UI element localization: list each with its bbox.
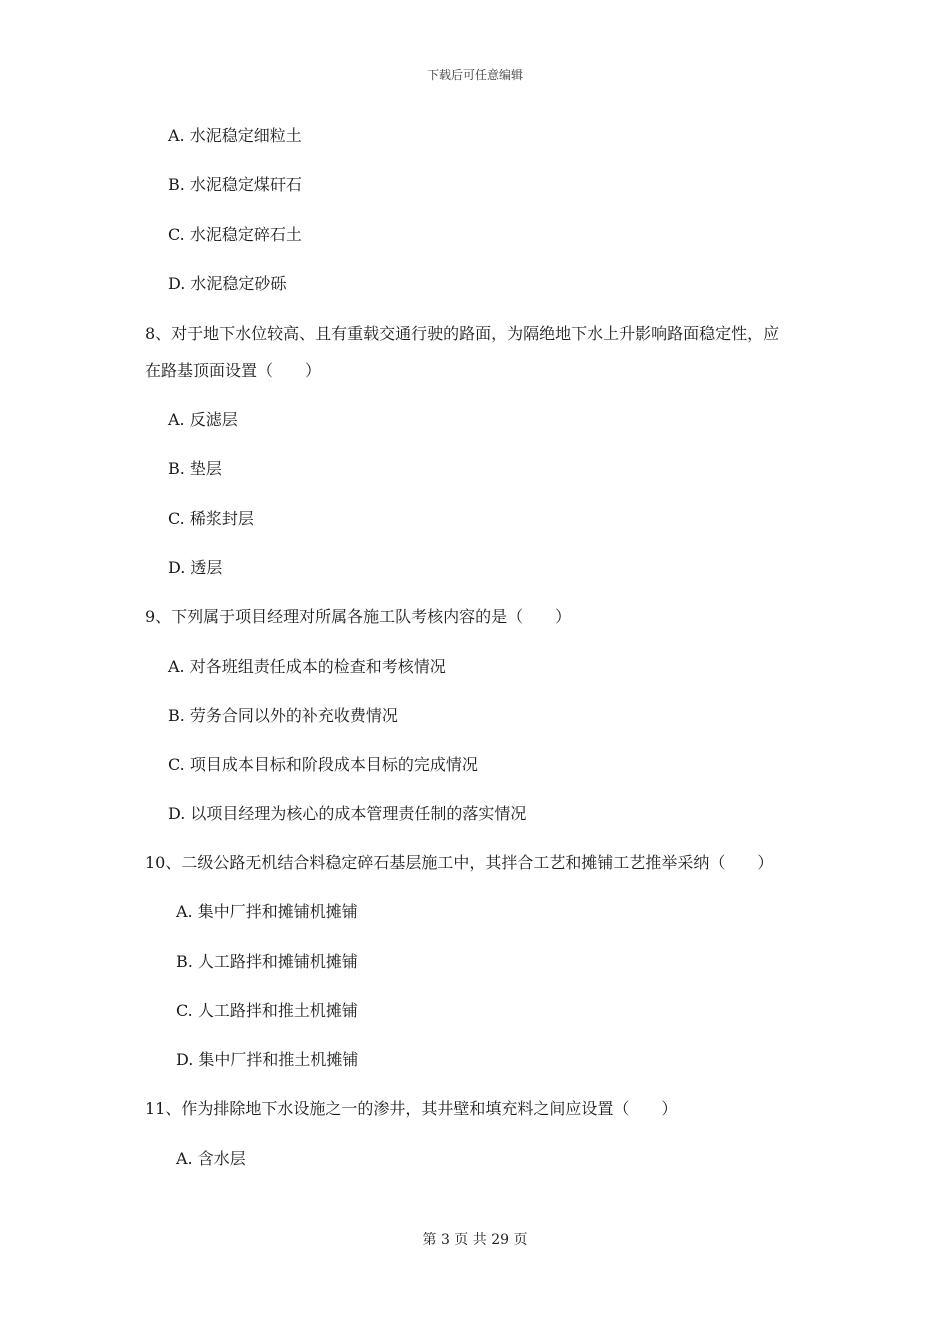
option-c-prev: C. 水泥稳定碎石土 (168, 225, 302, 244)
question-8-line-1: 8、对于地下水位较高、且有重载交通行驶的路面，为隔绝地下水上升影响路面稳定性，应 (145, 324, 780, 343)
question-10-option-c: C. 人工路拌和推土机摊铺 (176, 1001, 358, 1020)
question-9-option-d: D. 以项目经理为核心的成本管理责任制的落实情况 (168, 804, 527, 823)
option-a-prev: A. 水泥稳定细粒土 (168, 126, 302, 145)
question-10-option-b: B. 人工路拌和摊铺机摊铺 (176, 952, 358, 971)
question-8-option-a: A. 反滤层 (168, 410, 238, 429)
question-8-option-d: D. 透层 (168, 558, 223, 577)
question-10-option-d: D. 集中厂拌和推土机摊铺 (176, 1050, 359, 1069)
option-b-prev: B. 水泥稳定煤矸石 (168, 175, 302, 194)
page-header: 下载后可任意编辑 (426, 68, 523, 82)
question-11: 11、作为排除地下水设施之一的渗井，其井壁和填充料之间应设置（ ） (145, 1099, 678, 1118)
question-9-option-a: A. 对各班组责任成本的检查和考核情况 (168, 657, 446, 676)
question-8-line-2: 在路基顶面设置（ ） (145, 361, 322, 380)
page-footer: 第 3 页 共 29 页 (422, 1232, 528, 1248)
question-9: 9、下列属于项目经理对所属各施工队考核内容的是（ ） (145, 607, 572, 626)
question-10-option-a: A. 集中厂拌和摊铺机摊铺 (176, 902, 358, 921)
question-8-option-b: B. 垫层 (168, 459, 222, 478)
question-10: 10、二级公路无机结合料稳定碎石基层施工中，其拌合工艺和摊铺工艺推举采纳（ ） (145, 853, 774, 872)
question-9-option-b: B. 劳务合同以外的补充收费情况 (168, 706, 398, 725)
question-9-option-c: C. 项目成本目标和阶段成本目标的完成情况 (168, 755, 478, 774)
option-d-prev: D. 水泥稳定砂砾 (168, 274, 287, 293)
question-8-option-c: C. 稀浆封层 (168, 509, 254, 528)
question-11-option-a: A. 含水层 (176, 1149, 246, 1168)
